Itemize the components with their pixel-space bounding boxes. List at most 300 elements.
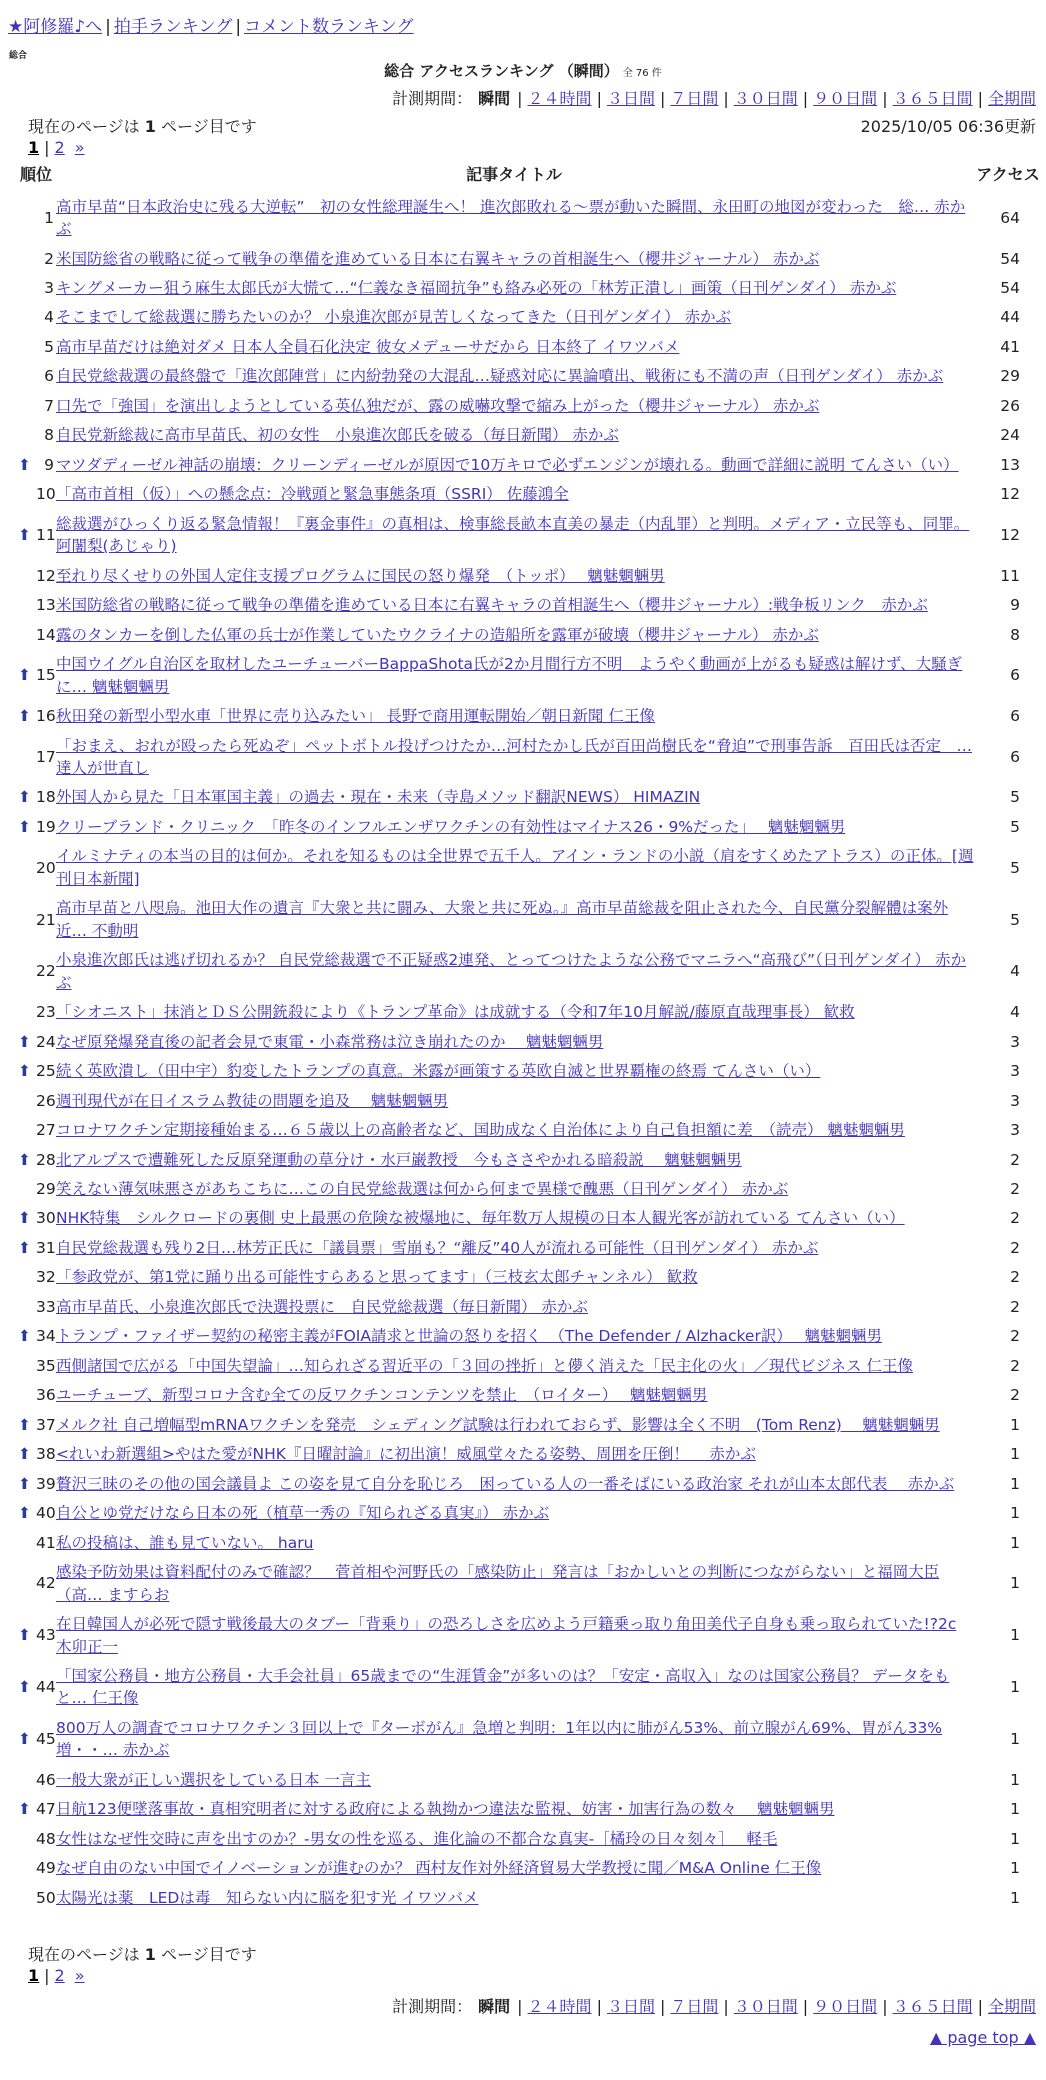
table-row xyxy=(18,1115,1042,1144)
rank-change-cell xyxy=(18,1765,36,1794)
up-arrow-icon: ⬆ xyxy=(18,1032,31,1051)
article-title-cell xyxy=(54,1765,974,1794)
rank-change-cell xyxy=(18,332,36,361)
article-title-link[interactable]: 続く英欧潰し（田中宇）豹変したトランプの真意。米露が画策する英欧自滅と世界覇権の終焉 てんさい（い） xyxy=(56,1062,821,1081)
period-3d-link[interactable]: ３日間 xyxy=(606,89,655,108)
rank-number: 30 xyxy=(36,1209,56,1228)
article-title-link[interactable]: 感染予防効果は資料配付のみで確認？ 菅首相や河野氏の「感染防止」発言は「おかしいとの判断につながらない」と福岡大臣（高… ますらお xyxy=(56,1563,940,1604)
article-title-cell xyxy=(54,1557,974,1609)
rank-number: 32 xyxy=(36,1268,56,1287)
table-row xyxy=(18,1609,1042,1661)
rank-change-cell xyxy=(18,1883,36,1912)
rank-change-cell xyxy=(18,192,36,244)
access-count: 54 xyxy=(1000,249,1020,268)
rank-number: 41 xyxy=(36,1533,56,1552)
rank-number: 33 xyxy=(36,1297,56,1316)
up-arrow-icon: ⬆ xyxy=(18,1504,31,1523)
up-arrow-icon: ⬆ xyxy=(18,455,31,474)
section-tag: 総合 xyxy=(9,51,28,61)
access-count: 54 xyxy=(1000,279,1020,297)
period-selector-bottom: 計測期間： 瞬間 | ２４時間 | ３日間 | ７日間 | ３０日間 | ９０日間 | ３６５日間 | 全期間 xyxy=(392,1997,1036,2016)
article-title-link[interactable]: 高市早苗“日本政治史に残る大逆転” 初の女性総理誕生へ！ 進次郎敗れる〜票が動いた瞬間、永田町の地図が変わった 総… 赤かぶ xyxy=(56,197,966,239)
access-count: 9 xyxy=(1010,596,1020,615)
table-row xyxy=(18,1661,1042,1713)
table-row xyxy=(18,997,1042,1026)
access-count: 1 xyxy=(1010,1474,1020,1493)
period-current: 瞬間 xyxy=(478,89,511,108)
table-row xyxy=(18,649,1042,701)
period-label: 計測期間： xyxy=(392,1997,473,2016)
table-row xyxy=(18,1410,1042,1439)
rank-change-cell xyxy=(18,782,36,811)
table-row xyxy=(18,945,1042,997)
access-count: 4 xyxy=(1010,1003,1020,1022)
article-title-cell xyxy=(54,1233,974,1262)
up-arrow-icon: ⬆ xyxy=(18,1415,31,1434)
up-arrow-icon: ⬆ xyxy=(18,1474,31,1493)
rank-change-cell xyxy=(18,1853,36,1882)
article-title-link[interactable]: 至れり尽くせりの外国人定住支援プログラムに国民の怒り爆発 （トッポ） 魑魅魍魎男 xyxy=(56,566,665,585)
rank-number: 42 xyxy=(36,1574,56,1593)
article-title-link[interactable]: 小泉進次郎氏は逃げ切れるか？ 自民党総裁選で不正疑惑2連発、とってつけたような公務でマニラへ“高飛び”（日刊ゲンダイ） 赤かぶ xyxy=(56,951,966,992)
article-title-link[interactable]: 週刊現代が在日イスラム教徒の問題を追及 魑魅魍魎男 xyxy=(56,1091,449,1110)
table-row xyxy=(18,731,1042,783)
access-count: 2 xyxy=(1010,1238,1020,1257)
article-title-cell xyxy=(54,1115,974,1144)
page-info-text: ページ目です xyxy=(161,1945,257,1964)
article-title-link[interactable]: 中国ウイグル自治区を取材したユーチューバーBappaShota氏が2か月間行方不明 ようやく動画が上がるも疑惑は解けず、大騒ぎに… 魑魅魍魎男 xyxy=(56,655,963,696)
up-arrow-icon: ⬆ xyxy=(18,817,31,836)
table-row xyxy=(18,1498,1042,1527)
table-row xyxy=(18,1351,1042,1380)
page-top-link[interactable]: ▲ page top ▲ xyxy=(929,2028,1036,2047)
table-row xyxy=(18,273,1042,302)
table-row xyxy=(18,509,1042,561)
article-title-link[interactable]: 高市早苗だけは絶対ダメ 日本人全員石化決定 彼女メデューサだから 日本終了 イワツバメ xyxy=(56,337,680,356)
period-365d-link[interactable]: ３６５日間 xyxy=(892,89,973,108)
rank-number: 19 xyxy=(36,817,56,836)
rank-number: 36 xyxy=(36,1386,56,1405)
rank-number: 15 xyxy=(36,666,56,685)
article-title-link[interactable]: 私の投稿は、誰も見ていない。 haru xyxy=(56,1533,314,1552)
access-count: 1 xyxy=(1010,1574,1020,1593)
rank-change-cell xyxy=(18,479,36,508)
access-count: 1 xyxy=(1010,1859,1020,1878)
page-info-number: 1 xyxy=(144,117,156,136)
article-title-link[interactable]: 笑えない薄気味悪さがあちこちに…この自民党総裁選は何から何まで異様で醜悪（日刊ゲンダイ） 赤かぶ xyxy=(56,1180,789,1198)
table-row xyxy=(18,1086,1042,1115)
article-title-link[interactable]: そこまでして総裁選に勝ちたいのか？ 小泉進次郎が見苦しくなってきた（日刊ゲンダイ） 赤かぶ xyxy=(56,308,732,327)
rank-number: 11 xyxy=(36,525,56,544)
rank-change-cell xyxy=(18,1262,36,1291)
page-info-bottom xyxy=(28,1942,257,1965)
pager-next-link[interactable]: » xyxy=(74,1966,85,1985)
table-row xyxy=(18,391,1042,420)
rank-number: 23 xyxy=(36,1003,56,1022)
nav-separator: | xyxy=(235,17,242,37)
article-title-cell xyxy=(54,391,974,420)
rank-change-cell xyxy=(18,1439,36,1468)
access-count: 12 xyxy=(1000,485,1020,504)
rank-number: 50 xyxy=(36,1888,56,1907)
rank-number: 8 xyxy=(44,426,54,445)
table-row xyxy=(18,244,1042,273)
rank-change-cell xyxy=(18,945,36,997)
table-row xyxy=(18,361,1042,390)
article-title-cell xyxy=(54,1883,974,1912)
access-count: 64 xyxy=(1000,208,1020,227)
article-title-cell xyxy=(54,841,974,893)
rank-change-cell xyxy=(18,1661,36,1713)
article-title-cell xyxy=(54,1609,974,1661)
rank-number: 31 xyxy=(36,1238,56,1257)
article-title-cell xyxy=(54,1498,974,1527)
article-title-cell xyxy=(54,1203,974,1232)
period-label: 計測期間： xyxy=(392,89,473,108)
article-title-cell xyxy=(54,273,974,302)
article-title-cell xyxy=(54,1439,974,1468)
article-title-link[interactable]: 「おまえ、おれが殴ったら死ぬぞ」ペットボトル投げつけたか…河村たかし氏が百田尚樹氏を“脅迫”で刑事告訴 百田氏は否定 … 達人が世直し xyxy=(56,736,972,777)
nav-separator: | xyxy=(105,17,111,37)
rank-change-cell xyxy=(18,1321,36,1350)
access-count: 11 xyxy=(1000,566,1020,585)
rank-number: 44 xyxy=(36,1678,56,1697)
article-title-link[interactable]: 「高市首相（仮）」への懸念点：冷戦頭と緊急事態条項（SSRI） 佐藤鴻全 xyxy=(56,485,569,504)
article-title-link[interactable]: イルミナティの本当の目的は何か。それを知るものは全世界で五千人。アイン・ランドの小説（肩をすくめたアトラス）の正体。[週刊日本新聞] xyxy=(56,847,974,888)
rank-number: 6 xyxy=(44,367,54,386)
period-current: 瞬間 xyxy=(478,1997,511,2016)
access-count: 1 xyxy=(1010,1770,1020,1789)
article-title-link[interactable]: キングメーカー狙う麻生太郎氏が大慌て…“仁義なき福岡抗争”も絡み必死の「林芳正潰し」画策（日刊ゲンダイ） 赤かぶ xyxy=(56,279,897,297)
access-count: 5 xyxy=(1010,788,1020,807)
access-count: 1 xyxy=(1010,1800,1020,1819)
article-title-link[interactable]: 北アルプスで遭難死した反原発運動の草分け・水戸巌教授 今もささやかれる暗殺説 魑魅魍魎男 xyxy=(56,1150,742,1169)
access-count: 5 xyxy=(1010,817,1020,836)
up-arrow-icon: ⬆ xyxy=(18,1730,31,1749)
article-title-cell xyxy=(54,1469,974,1498)
article-title-cell xyxy=(54,1321,974,1350)
period-24h-link[interactable]: ２４時間 xyxy=(527,89,592,108)
access-count: 1 xyxy=(1010,1730,1020,1749)
article-title-link[interactable]: 「シオニスト」抹消とＤＳ公開銃殺により《トランプ革命》は成就する（令和7年10月解説/藤原直哉理事長） 歓救 xyxy=(56,1003,855,1022)
article-title-cell xyxy=(54,649,974,701)
table-row xyxy=(18,1321,1042,1350)
rank-number: 28 xyxy=(36,1150,56,1169)
article-title-link[interactable]: コロナワクチン定期接種始まる…６５歳以上の高齢者など、国助成なく自治体により自己負担額に差 （読売） 魑魅魍魎男 xyxy=(56,1121,905,1140)
table-row xyxy=(18,1380,1042,1409)
pager-current-page: 1 xyxy=(28,138,40,157)
article-title-cell xyxy=(54,479,974,508)
article-title-cell xyxy=(54,509,974,561)
table-row xyxy=(18,1056,1042,1085)
rank-change-cell xyxy=(18,1824,36,1853)
table-row xyxy=(18,841,1042,893)
table-row xyxy=(18,1557,1042,1609)
rank-number: 3 xyxy=(44,279,54,297)
article-title-cell xyxy=(54,244,974,273)
rank-change-cell xyxy=(18,1292,36,1321)
rank-change-cell xyxy=(18,302,36,331)
table-row xyxy=(18,893,1042,945)
nav-comment-ranking-link[interactable]: コメント数ランキング xyxy=(244,17,414,37)
period-7d-link[interactable]: ７日間 xyxy=(670,89,719,108)
ranking-body xyxy=(18,192,1042,1913)
up-arrow-icon: ⬆ xyxy=(18,1062,31,1081)
article-title-cell xyxy=(54,1262,974,1291)
rank-number: 18 xyxy=(36,788,56,807)
table-row xyxy=(18,812,1042,841)
access-count: 6 xyxy=(1010,666,1020,685)
up-arrow-icon: ⬆ xyxy=(18,525,31,544)
article-title-link[interactable]: クリーブランド・クリニック 「昨冬のインフルエンザワクチンの有効性はマイナス26・9%だった」 魑魅魍魎男 xyxy=(56,817,846,836)
table-row xyxy=(18,1292,1042,1321)
article-title-link[interactable]: 自民党総裁選の最終盤で「進次郎陣営」に内紛勃発の大混乱…疑惑対応に異論噴出、戦術にも不満の声（日刊ゲンダイ） 赤かぶ xyxy=(56,367,944,386)
access-count: 1 xyxy=(1010,1678,1020,1697)
nav-clap-ranking-link[interactable]: 拍手ランキング xyxy=(113,17,233,37)
article-title-cell xyxy=(54,1853,974,1882)
article-title-cell xyxy=(54,561,974,590)
up-arrow-icon: ⬆ xyxy=(18,1327,31,1346)
access-count: 2 xyxy=(1010,1180,1020,1198)
rank-change-cell xyxy=(18,620,36,649)
article-title-cell xyxy=(54,620,974,649)
article-title-link[interactable]: マツダディーゼル神話の崩壊：クリーンディーゼルが原因で10万キロで必ずエンジンが壊れる。動画で詳細に説明 てんさい（い） xyxy=(56,455,959,474)
access-count: 1 xyxy=(1010,1626,1020,1645)
article-title-link[interactable]: <れいわ新選組>やはた愛がNHK『日曜討論』に初出演！威風堂々たる姿勢、周囲を圧倒！ 赤かぶ xyxy=(56,1445,756,1464)
article-title-cell xyxy=(54,1713,974,1765)
rank-number: 49 xyxy=(36,1859,56,1878)
article-title-cell xyxy=(54,1292,974,1321)
table-row xyxy=(18,561,1042,590)
article-title-cell xyxy=(54,192,974,244)
rank-number: 21 xyxy=(36,910,56,929)
period-90d-link[interactable]: ９０日間 xyxy=(813,1997,878,2016)
page-info xyxy=(28,114,257,137)
period-all-link[interactable]: 全期間 xyxy=(987,89,1036,108)
rank-number: 16 xyxy=(36,707,56,726)
rank-change-cell xyxy=(18,361,36,390)
up-arrow-icon: ⬆ xyxy=(18,1209,31,1228)
rank-change-cell xyxy=(18,273,36,302)
rank-change-cell xyxy=(18,1145,36,1174)
article-title-link[interactable]: なぜ自由のない中国でイノベーションが進むのか？ 西村友作対外経済貿易大学教授に聞／M&A Online 仁王像 xyxy=(56,1859,822,1878)
rank-change-cell xyxy=(18,812,36,841)
table-row xyxy=(18,1853,1042,1882)
period-all-link[interactable]: 全期間 xyxy=(987,1997,1036,2016)
col-count-header: アクセス xyxy=(976,165,1040,184)
access-count: 6 xyxy=(1010,747,1020,766)
table-row xyxy=(18,1794,1042,1823)
rank-number: 12 xyxy=(36,566,56,585)
rank-change-cell xyxy=(18,893,36,945)
table-row xyxy=(18,620,1042,649)
rank-change-cell xyxy=(18,1086,36,1115)
article-title-link[interactable]: トランプ・ファイザー契約の秘密主義がFOIA請求と世論の怒りを招く （The Defender / Alzhacker訳） 魑魅魍魎男 xyxy=(56,1327,882,1346)
rank-number: 34 xyxy=(36,1327,56,1346)
period-7d-link[interactable]: ７日間 xyxy=(670,1997,719,2016)
table-row xyxy=(18,420,1042,449)
up-arrow-icon: ⬆ xyxy=(18,1626,31,1645)
article-title-cell xyxy=(54,1661,974,1713)
article-title-link[interactable]: ユーチューブ、新型コロナ含む全ての反ワクチンコンテンツを禁止 （ロイター） 魑魅魍魎男 xyxy=(56,1386,708,1405)
article-title-link[interactable]: 露のタンカーを倒した仏軍の兵士が作業していたウクライナの造船所を露軍が破壊（櫻井ジャーナル） 赤かぶ xyxy=(56,625,819,644)
access-count: 1 xyxy=(1010,1829,1020,1848)
access-count: 1 xyxy=(1010,1445,1020,1464)
access-count: 5 xyxy=(1010,910,1020,929)
article-title-cell xyxy=(54,997,974,1026)
access-count: 13 xyxy=(1000,455,1020,474)
rank-change-cell xyxy=(18,509,36,561)
period-365d-link[interactable]: ３６５日間 xyxy=(892,1997,973,2016)
article-title-link[interactable]: NHK特集 シルクロードの裏側 史上最悪の危険な被爆地に、毎年数万人規模の日本人観光客が訪れている てんさい（い） xyxy=(56,1209,905,1228)
up-arrow-icon: ⬆ xyxy=(18,707,31,726)
up-arrow-icon: ⬆ xyxy=(18,1238,31,1257)
article-title-cell xyxy=(54,361,974,390)
rank-change-cell xyxy=(18,1203,36,1232)
article-title-link[interactable]: 高市早苗氏、小泉進次郎氏で決選投票に 自民党総裁選（毎日新聞） 赤かぶ xyxy=(56,1297,588,1316)
nav-asyura-link[interactable]: ★阿修羅♪へ xyxy=(8,17,103,37)
ranking-title: 総合 アクセスランキング （瞬間） xyxy=(384,62,619,80)
article-title-link[interactable]: 女性はなぜ性交時に声を出すのか？-男女の性を巡る、進化論の不都合な真実-［橘玲の日々刻々］ 軽毛 xyxy=(56,1829,778,1848)
access-count: 1 xyxy=(1010,1533,1020,1552)
rank-number: 39 xyxy=(36,1474,56,1493)
article-title-link[interactable]: 自公とゆ党だけなら日本の死（植草一秀の『知られざる真実』） 赤かぶ xyxy=(56,1504,550,1523)
rank-number: 10 xyxy=(36,485,56,504)
access-count: 2 xyxy=(1010,1268,1020,1287)
table-row xyxy=(18,782,1042,811)
article-title-cell xyxy=(54,1174,974,1203)
rank-number: 17 xyxy=(36,747,56,766)
access-count: 24 xyxy=(1000,426,1020,445)
table-row xyxy=(18,1528,1042,1557)
article-title-cell xyxy=(54,1056,974,1085)
article-title-link[interactable]: 一般大衆が正しい選択をしている日本 一言主 xyxy=(56,1770,371,1789)
rank-change-cell xyxy=(18,1498,36,1527)
table-row xyxy=(18,1233,1042,1262)
rank-number: 9 xyxy=(44,455,54,474)
access-count: 2 xyxy=(1010,1327,1020,1346)
access-count: 8 xyxy=(1010,625,1020,644)
rank-number: 4 xyxy=(44,308,54,327)
article-title-cell xyxy=(54,945,974,997)
article-title-link[interactable]: 秋田発の新型小型水車「世界に売り込みたい」 長野で商用運転開始／朝日新聞 仁王像 xyxy=(56,707,655,726)
pager-next-link[interactable]: » xyxy=(74,138,85,157)
article-title-cell xyxy=(54,782,974,811)
article-title-link[interactable]: 米国防総省の戦略に従って戦争の準備を進めている日本に右翼キャラの首相誕生へ（櫻井ジャーナル）:戦争板リンク 赤かぶ xyxy=(56,596,928,615)
rank-number: 2 xyxy=(44,249,54,268)
pager-bottom: 1 | 2 » xyxy=(28,1966,85,1985)
page-info-text: ページ目です xyxy=(161,117,257,136)
article-title-cell xyxy=(54,1027,974,1056)
rank-number: 46 xyxy=(36,1770,56,1789)
article-title-cell xyxy=(54,1528,974,1557)
period-30d-link[interactable]: ３０日間 xyxy=(733,1997,798,2016)
access-count: 6 xyxy=(1010,707,1020,726)
article-title-link[interactable]: 高市早苗と八咫烏。池田大作の遺言『大衆と共に闘み、大衆と共に死ぬ。』高市早苗総裁を阻止された今、自民黨分裂解體は案外近… 不動明 xyxy=(56,899,949,940)
rank-change-cell xyxy=(18,1469,36,1498)
top-nav xyxy=(8,12,414,37)
pager-page-2-link[interactable]: 2 xyxy=(54,1966,65,1985)
access-count: 1 xyxy=(1010,1415,1020,1434)
access-count: 41 xyxy=(1000,337,1020,356)
table-header-row xyxy=(18,162,1042,192)
rank-number: 37 xyxy=(36,1415,56,1434)
rank-number: 40 xyxy=(36,1504,56,1523)
up-arrow-icon: ⬆ xyxy=(18,1445,31,1464)
period-90d-link[interactable]: ９０日間 xyxy=(813,89,878,108)
article-title-link[interactable]: 西側諸国で広がる「中国失望論」…知られざる習近平の「３回の挫折」と儚く消えた「民主化の火」／現代ビジネス 仁王像 xyxy=(56,1356,913,1375)
table-row xyxy=(18,1203,1042,1232)
article-title-link[interactable]: 800万人の調査でコロナワクチン３回以上で『ターボがん』急増と判明：1年以内に肺がん53%、前立腺がん69%、胃がん33%増・・… 赤かぶ xyxy=(56,1718,943,1760)
up-arrow-icon: ⬆ xyxy=(18,1800,31,1819)
article-title-link[interactable]: 自民党新総裁に高市早苗氏、初の女性 小泉進次郎氏を破る（毎日新聞） 赤かぶ xyxy=(56,426,619,445)
rank-change-cell xyxy=(18,701,36,730)
rank-change-cell xyxy=(18,841,36,893)
article-title-link[interactable]: 「参政党が、第1党に踊り出る可能性すらあると思ってます」（三枝玄太郎チャンネル） 歓救 xyxy=(56,1268,698,1287)
period-30d-link[interactable]: ３０日間 xyxy=(733,89,798,108)
rank-change-cell xyxy=(18,1233,36,1262)
article-title-link[interactable]: 総裁選がひっくり返る緊急情報！『裏金事件』の真相は、検事総長畝本直美の暴走（内乱罪）と判明。メディア・立民等も、同罪。 阿闍梨(あじゃり) xyxy=(56,514,970,556)
rank-change-cell xyxy=(18,1115,36,1144)
article-title-link[interactable]: 在日韓国人が必死で隠す戦後最大のタブー「背乗り」の恐ろしさを広めよう戸籍乗っ取り角田美代子自身も乗っ取られていた!?2c 木卯正一 xyxy=(56,1615,957,1656)
article-title-cell xyxy=(54,450,974,479)
ranking-count: 全 76 件 xyxy=(622,68,662,79)
article-title-link[interactable]: なぜ原発爆発直後の記者会見で東電・小森常務は泣き崩れたのか 魑魅魍魎男 xyxy=(56,1032,604,1051)
access-count: 3 xyxy=(1010,1091,1020,1110)
rank-number: 7 xyxy=(44,396,54,415)
up-arrow-icon: ⬆ xyxy=(18,788,31,807)
table-row xyxy=(18,1027,1042,1056)
article-title-link[interactable]: 太陽光は薬 LEDは毒 知らない内に脳を犯す光 イワツバメ xyxy=(56,1888,479,1907)
rank-number: 38 xyxy=(36,1445,56,1464)
period-3d-link[interactable]: ３日間 xyxy=(606,1997,655,2016)
period-24h-link[interactable]: ２４時間 xyxy=(527,1997,592,2016)
article-title-link[interactable]: メルク社 自己増幅型mRNAワクチンを発売 シェディング試験は行われておらず、影響は全く不明 (Tom Renz) 魑魅魍魎男 xyxy=(56,1415,940,1434)
pager: 1 | 2 » xyxy=(28,138,85,157)
article-title-link[interactable]: 米国防総省の戦略に従って戦争の準備を進めている日本に右翼キャラの首相誕生へ（櫻井ジャーナル） 赤かぶ xyxy=(56,249,820,268)
ranking-heading xyxy=(0,60,1046,81)
article-title-link[interactable]: 口先で「強国」を演出しようとしている英仏独だが、露の威嚇攻撃で縮み上がった（櫻井ジャーナル） 赤かぶ xyxy=(56,396,820,415)
rank-change-cell xyxy=(18,731,36,783)
pager-page-2-link[interactable]: 2 xyxy=(54,138,65,157)
rank-number: 20 xyxy=(36,858,56,877)
access-count: 3 xyxy=(1010,1121,1020,1140)
article-title-cell xyxy=(54,302,974,331)
rank-change-cell xyxy=(18,1410,36,1439)
table-row xyxy=(18,590,1042,619)
access-count: 44 xyxy=(1000,308,1020,327)
rank-number: 47 xyxy=(36,1800,56,1819)
page-info-number: 1 xyxy=(144,1945,156,1964)
access-count: 2 xyxy=(1010,1356,1020,1375)
rank-number: 25 xyxy=(36,1062,56,1081)
col-rank-header: 順位 xyxy=(19,165,52,184)
rank-change-cell xyxy=(18,997,36,1026)
article-title-cell xyxy=(54,590,974,619)
article-title-link[interactable]: 自民党総裁選も残り2日…林芳正氏に「議員票」雪崩も？“離反”40人が流れる可能性（日刊ゲンダイ） 赤かぶ xyxy=(56,1238,819,1257)
access-count: 29 xyxy=(1000,367,1020,386)
article-title-link[interactable]: 外国人から見た「日本軍国主義」の過去・現在・未来（寺島メソッド翻訳NEWS） HIMAZIN xyxy=(56,788,701,807)
table-row xyxy=(18,302,1042,331)
article-title-link[interactable]: 贅沢三昧のその他の国会議員よ この姿を見て自分を恥じろ 困っている人の一番そばにいる政治家 それが山本太郎代表 赤かぶ xyxy=(56,1474,955,1493)
access-count: 5 xyxy=(1010,858,1020,877)
article-title-link[interactable]: 「国家公務員・地方公務員・大手会社員」65歳までの“生涯賃金”が多いのは？「安定・高収入」なのは国家公務員？ データをもと… 仁王像 xyxy=(56,1666,950,1708)
rank-change-cell xyxy=(18,244,36,273)
rank-number: 29 xyxy=(36,1180,56,1198)
table-row xyxy=(18,1883,1042,1912)
article-title-link[interactable]: 日航123便墜落事故・真相究明者に対する政府による執拗かつ違法な監視、妨害・加害行為の数々 魑魅魍魎男 xyxy=(56,1800,835,1819)
article-title-cell xyxy=(54,1351,974,1380)
